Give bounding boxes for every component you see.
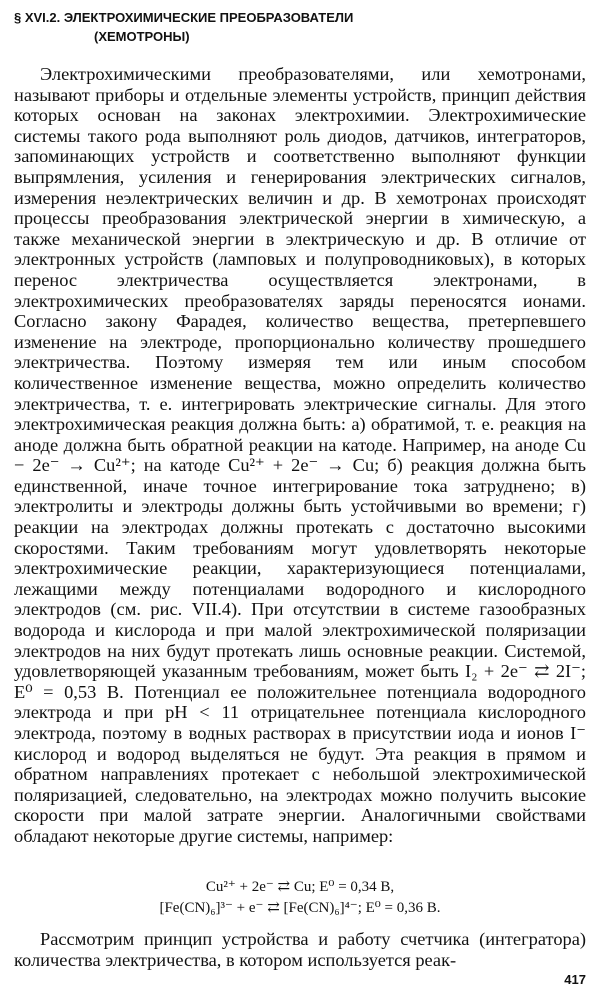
section-heading-line-1: § XVI.2. ЭЛЕКТРОХИМИЧЕСКИЕ ПРЕОБРАЗОВАТЕЛИ bbox=[14, 10, 354, 25]
equation-1: Cu²⁺ + 2e⁻ ⇄ Cu; E⁰ = 0,34 В, bbox=[205, 879, 395, 895]
page-number: 417 bbox=[564, 972, 586, 987]
section-heading-line-2: (ХЕМОТРОНЫ) bbox=[94, 29, 190, 44]
equations-block bbox=[14, 877, 586, 919]
equation-2: [Fe(CN)₆]³⁻ + e⁻ ⇄ [Fe(CN)₆]⁴⁻; E⁰ = 0,36 В. bbox=[159, 900, 441, 916]
paragraph-2: Рассмотрим принцип устройства и работу счетчика (интегратора) количества электричества, в котором используется реак- bbox=[14, 929, 586, 970]
paragraph-1: Электрохимическими преобразователями, или хемотронами, называют приборы и отдельные элементы устройств, принцип действия которых основан на законах электрохимии. Электрохимические системы такого рода выполняют роль диодов, датчиков, интеграторов, запоминающих устройств и соответственно выполняют функции выпрямления, усиления и генерирования электрических сигналов, измерения неэлектрических величин и др. В хемотронах происходят процессы преобразования электрической энергии в химическую, а также механической энергии в электрическую и др. В отличие от электронных устройств (ламповых и полупроводниковых), в которых перенос электричества осуществляется электронами, в электрохимических преобразователях заряды переносятся ионами. Согласно закону Фарадея, количество вещества, претерпевшего изменение на электроде, пропорционально количеству прошедшего электричества. Поэтому измеряя тем или иным способом количественное изменение вещества, можно определить количество электричества, т. е. интегрировать электрические сигналы. Для этого электрохимическая реакция должна быть: а) обратимой, т. е. реакция на аноде должна быть обратной реакции на катоде. Например, на аноде Cu − 2e⁻ → Cu²⁺; на катоде Cu²⁺ + 2e⁻ → Cu; б) реакция должна быть единственной, иначе точное интегрирование тока затруднено; в) электролиты и электроды должны быть устойчивыми во времени; г) реакции на электродах должны протекать с достаточно высокими скоростями. Таким требованиям могут удовлетворять некоторые электрохимические реакции, характеризующиеся потенциалами, лежащими между потенциалами водородного и кислородного электродов (см. рис. VII.4). При отсутствии в системе газообразных водорода и кислорода и при малой электрохимической поляризации электродов на них будут протекать лишь основные реакции. Системой, удовлетворяющей указанным требованиям, может быть I₂ + 2e⁻ ⇄ 2I⁻; E⁰ = 0,53 В. Потенциал ее положительнее потенциала водородного электрода и при pH < 11 отрицательнее потенциала кислородного электрода, поэтому в водных растворах в присутствии иода и ионов I⁻ кислород и водород выделяться не будут. Эта реакция в прямом и обратном направлениях протекает с небольшой электрохимической поляризацией, следовательно, на электродах можно получить высокие скорости при малой затрате энергии. Аналогичными свойствами обладают некоторые другие системы, например: bbox=[14, 64, 586, 846]
main-text bbox=[14, 64, 586, 847]
section-heading bbox=[14, 8, 574, 46]
